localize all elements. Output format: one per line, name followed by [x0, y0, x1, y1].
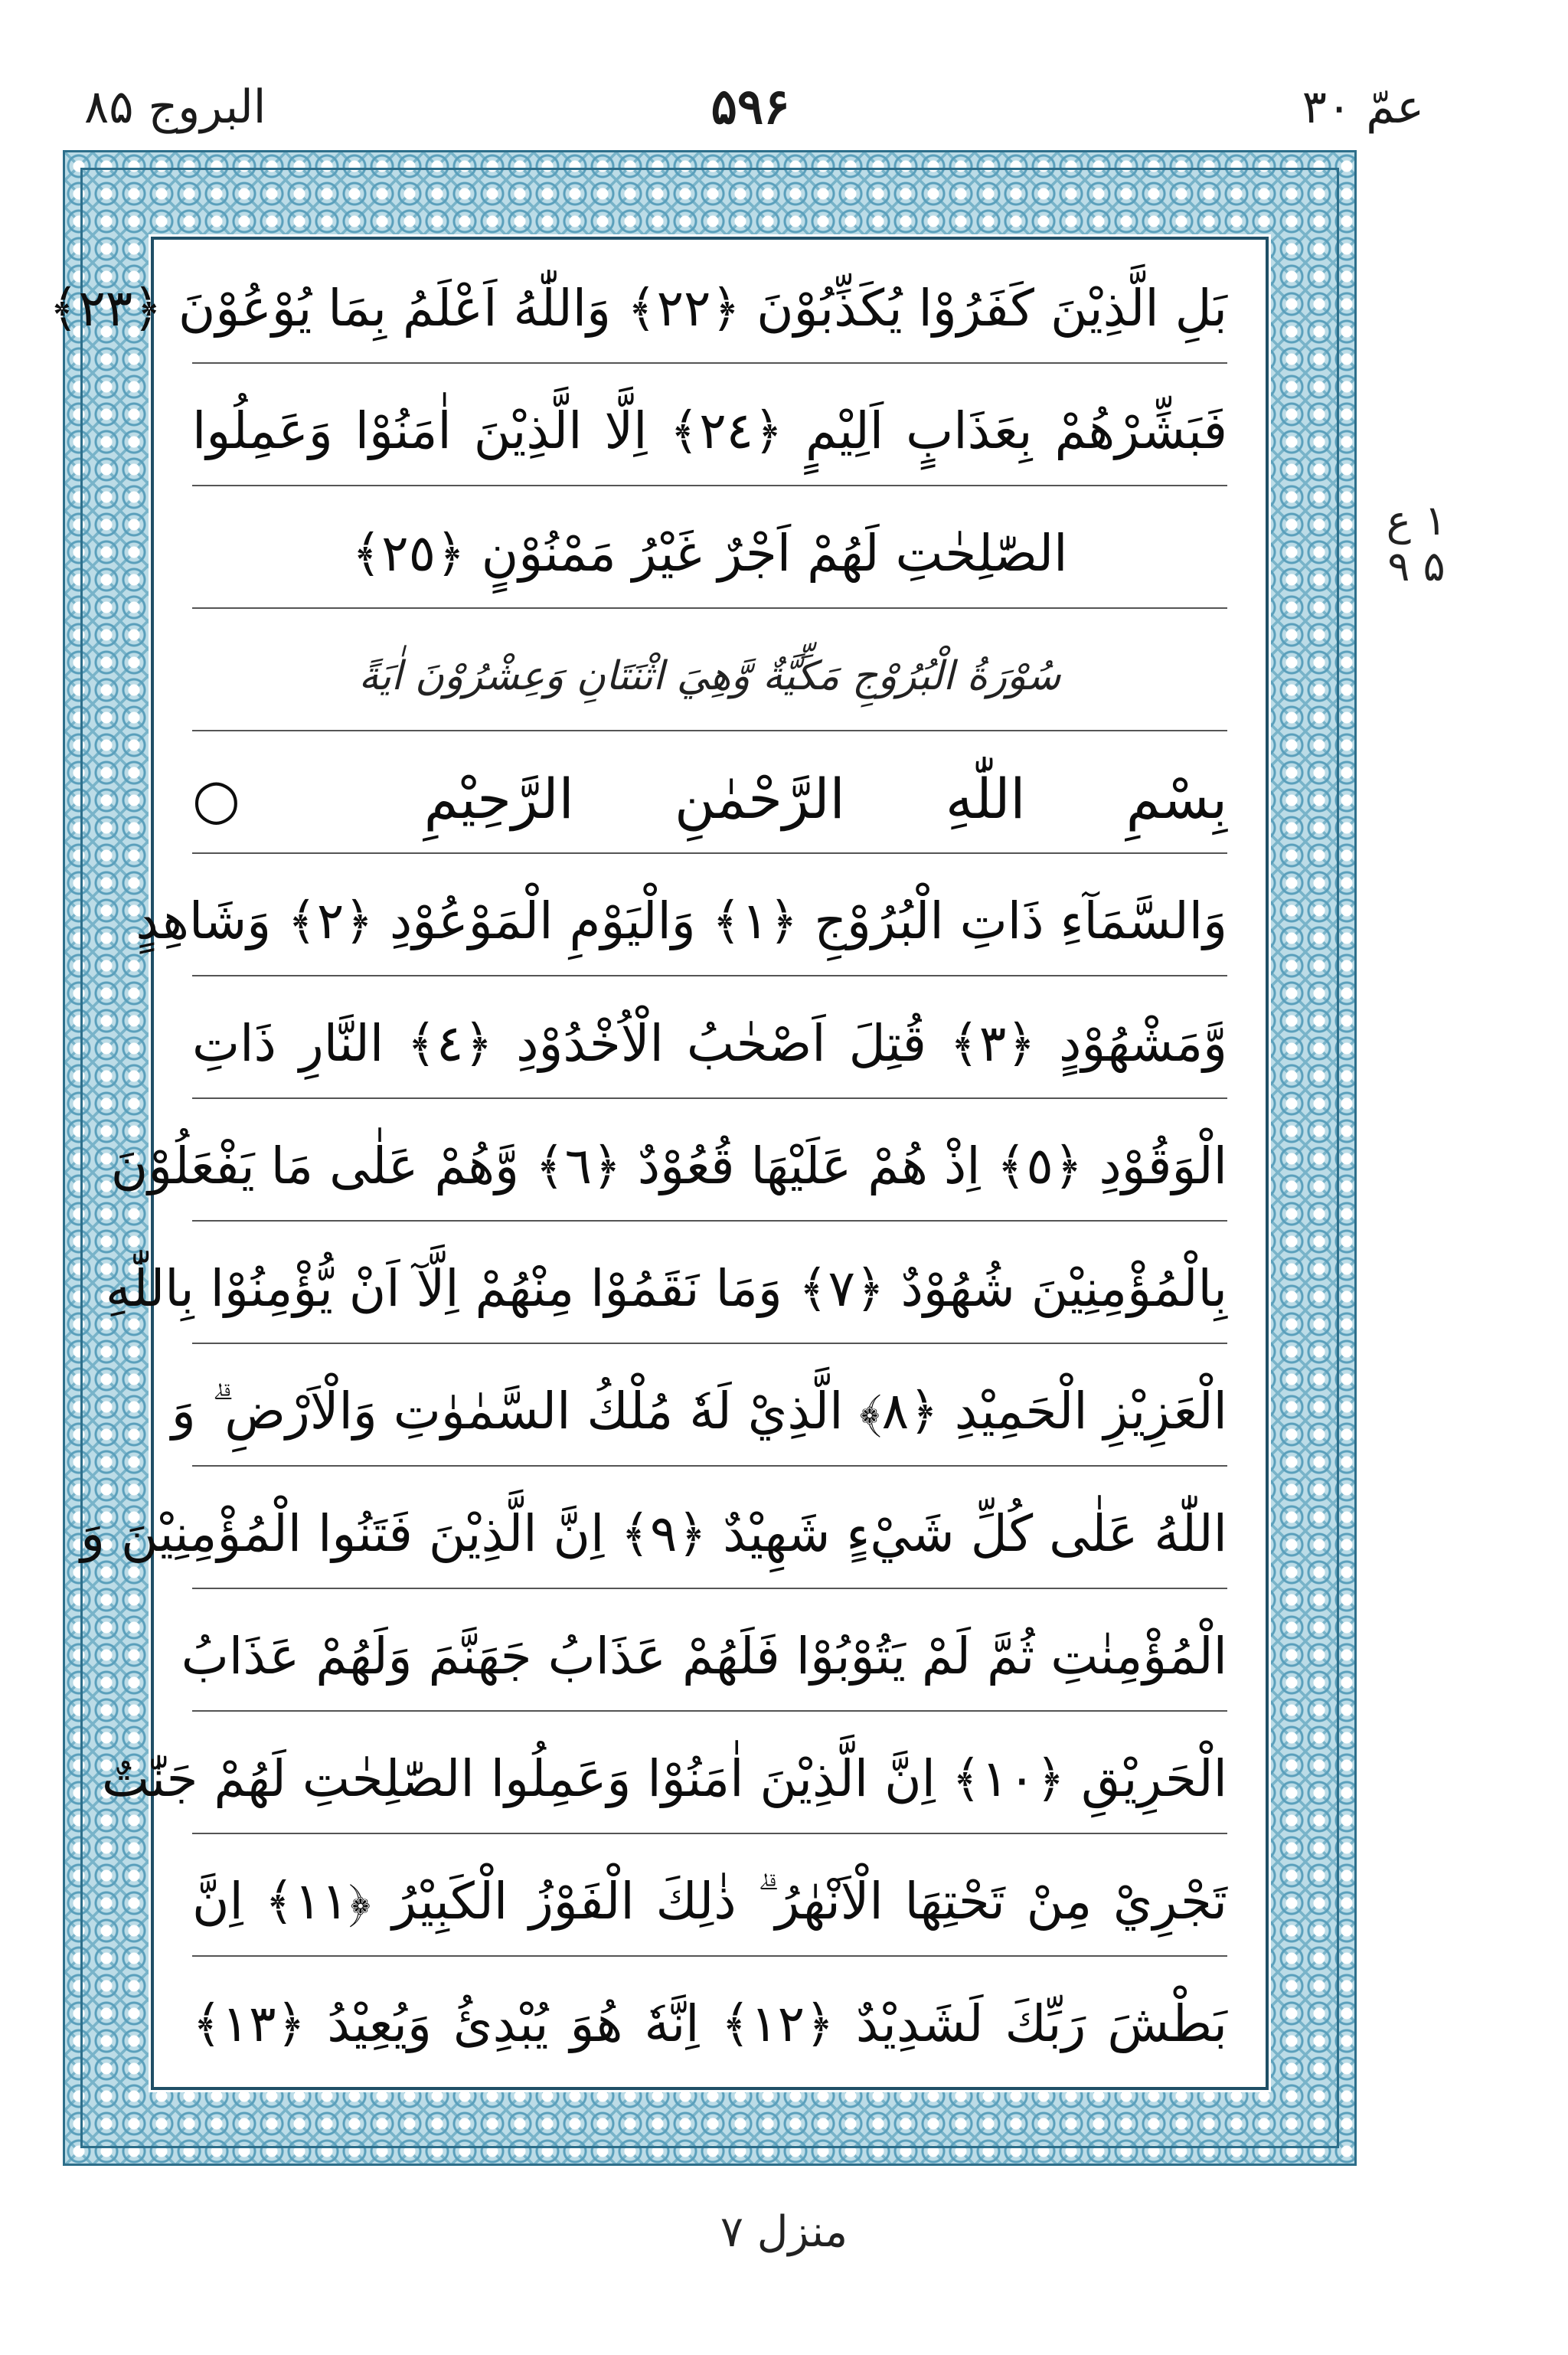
page-header [69, 73, 1432, 142]
verse-line-3: الصّٰلِحٰتِ لَهُمْ اَجْرٌ غَيْرُ مَمْنُوْنٍ ﴿٢٥﴾ [192, 500, 1227, 609]
verse-line-13: بَطْشَ رَبِّكَ لَشَدِيْدٌ ﴿١٢﴾ اِنَّهٗ هُوَ يُبْدِئُ وَيُعِيْدُ ﴿١٣﴾ [192, 1994, 1227, 2053]
bismillah-line: بِسْمِ اللّٰهِ الرَّحْمٰنِ الرَّحِيْمِ ○ [192, 745, 1227, 854]
ruku-marker: ۱ ع ۵ ۹ [1386, 496, 1447, 590]
verse-line-11: الْحَرِيْقِ ﴿١٠﴾ اِنَّ الَّذِيْنَ اٰمَنُوْا وَعَمِلُوا الصّٰلِحٰتِ لَهُمْ جَنّٰتٌ [192, 1725, 1227, 1834]
verse-line-6: الْوَقُوْدِ ﴿٥﴾ اِذْ هُمْ عَلَيْهَا قُعُوْدٌ ﴿٦﴾ وَّهُمْ عَلٰى مَا يَفْعَلُوْنَ [192, 1113, 1227, 1222]
surah-name-header: البروج ۸۵ [84, 80, 266, 134]
ornamental-border [48, 150, 1357, 2166]
verse-line-12: تَجْرِيْ مِنْ تَحْتِهَا الْاَنْهٰرُ ۗ ذٰلِكَ الْفَوْزُ الْكَبِيْرُ ﴿١١﴾ اِنَّ [192, 1848, 1227, 1957]
manzil-footer: منزل ۷ [720, 2207, 848, 2257]
juz-name-header: عمّ ۳۰ [1302, 80, 1424, 134]
verse-line-9: اللّٰهُ عَلٰى كُلِّ شَيْءٍ شَهِيْدٌ ﴿٩﴾ اِنَّ الَّذِيْنَ فَتَنُوا الْمُؤْمِنِيْنَ وَ [192, 1480, 1227, 1589]
text-panel [48, 237, 1269, 2090]
verse-line-10: الْمُؤْمِنٰتِ ثُمَّ لَمْ يَتُوْبُوْا فَلَهُمْ عَذَابُ جَهَنَّمَ وَلَهُمْ عَذَابُ [192, 1603, 1227, 1712]
verse-line-5: وَّمَشْهُوْدٍ ﴿٣﴾ قُتِلَ اَصْحٰبُ الْاُخْدُوْدِ ﴿٤﴾ النَّارِ ذَاتِ [192, 990, 1227, 1099]
page-number: ۵۹۶ [710, 78, 790, 136]
verse-line-8: الْعَزِيْزِ الْحَمِيْدِ ﴿٨﴾ الَّذِيْ لَهٗ مُلْكُ السَّمٰوٰتِ وَالْاَرْضِ ۗ وَ [192, 1358, 1227, 1467]
verse-line-2: فَبَشِّرْهُمْ بِعَذَابٍ اَلِيْمٍ ﴿٢٤﴾ اِلَّا الَّذِيْنَ اٰمَنُوْا وَعَمِلُوا [192, 378, 1227, 486]
surah-title: سُوْرَةُ الْبُرُوْجِ مَكِّيَّةٌ وَّهِيَ اثْنَتَانِ وَعِشْرُوْنَ اٰيَةً [192, 623, 1227, 731]
verse-line-4: وَالسَّمَآءِ ذَاتِ الْبُرُوْجِ ﴿١﴾ وَالْيَوْمِ الْمَوْعُوْدِ ﴿٢﴾ وَشَاهِدٍ [192, 868, 1227, 976]
verse-line-7: بِالْمُؤْمِنِيْنَ شُهُوْدٌ ﴿٧﴾ وَمَا نَقَمُوْا مِنْهُمْ اِلَّآ اَنْ يُّؤْمِنُوْا بِاللّٰهِ [192, 1235, 1227, 1344]
verse-line-1: بَلِ الَّذِيْنَ كَفَرُوْا يُكَذِّبُوْنَ ﴿٢٢﴾ وَاللّٰهُ اَعْلَمُ بِمَا يُوْعُوْنَ ﴿٢٣﴾ [192, 255, 1227, 364]
